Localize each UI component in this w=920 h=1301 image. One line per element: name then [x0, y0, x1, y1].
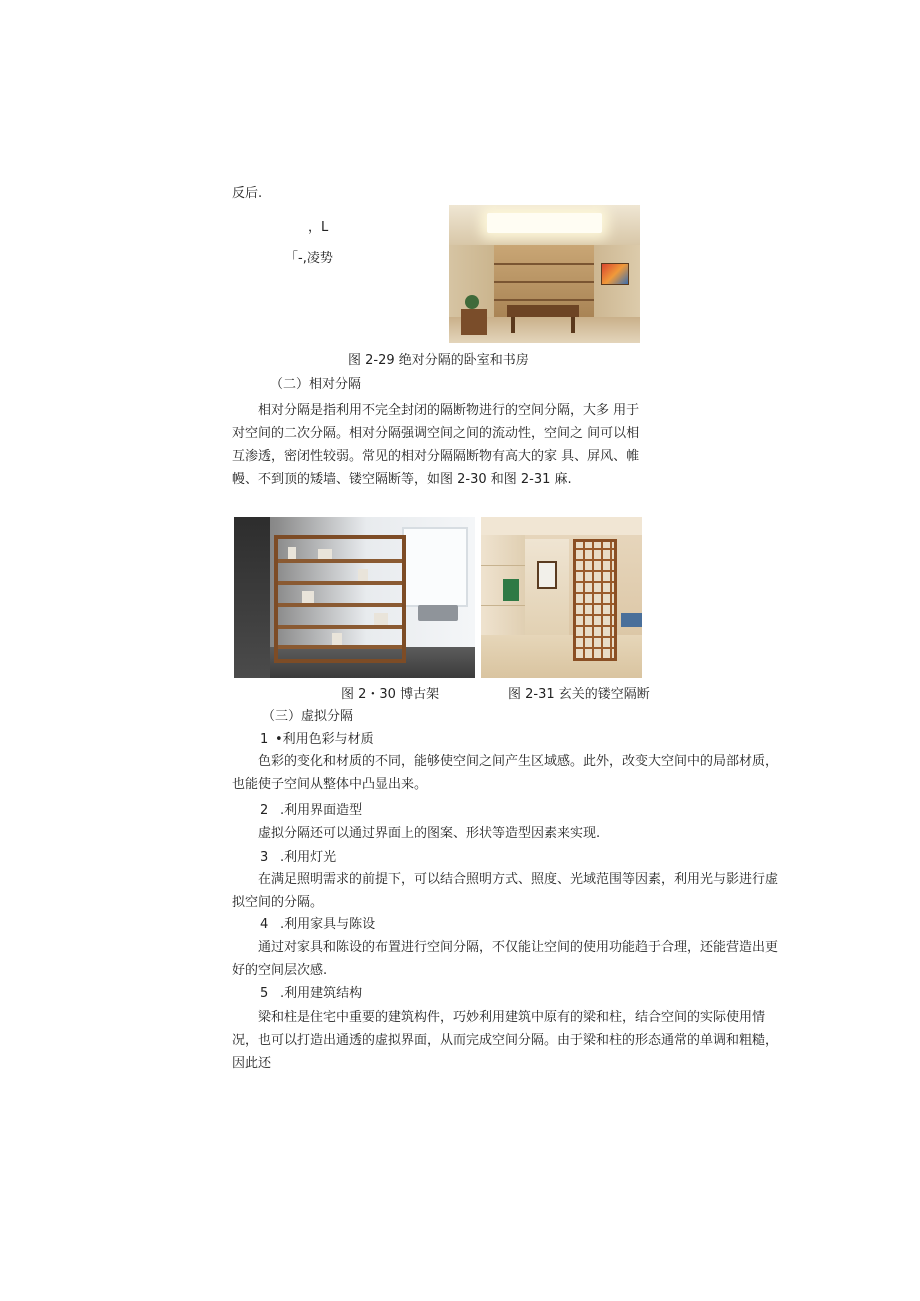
paragraph-line: 相对分隔是指利用不完全封闭的隔断物进行的空间分隔，大多 用于: [258, 403, 640, 418]
item-title: .利用家具与陈设: [280, 917, 376, 932]
figure-caption-2-31: 图 2-31 玄关的镂空隔断: [508, 687, 650, 702]
shelf-ornament: [358, 569, 368, 581]
plant: [465, 295, 479, 309]
item-number: 1: [260, 732, 269, 747]
desk: [507, 305, 579, 317]
paragraph-line: 虚拟分隔还可以通过界面上的图案、形状等造型因素来实现.: [258, 826, 601, 841]
item-title: .利用界面造型: [280, 803, 363, 818]
top-fragment-text: 反后.: [232, 186, 263, 201]
item-title: .利用建筑结构: [280, 986, 363, 1001]
desk-leg: [511, 317, 515, 333]
shelf-board: [278, 603, 402, 607]
shelf-board: [278, 625, 402, 629]
paragraph-line: 幔、不到顶的矮墙、镂空隔断等，如图 2-30 和图 2-31 麻.: [232, 472, 572, 487]
sofa: [418, 605, 458, 621]
shelf-ornament: [374, 613, 388, 625]
item-number: 4: [260, 917, 269, 932]
shelf-ornament: [288, 547, 296, 559]
ceiling: [481, 517, 642, 535]
figure-caption-2-29: 图 2-29 绝对分隔的卧室和书房: [348, 353, 529, 368]
paragraph-line: 对空间的二次分隔。相对分隔强调空间之间的流动性，空间之 间可以相: [232, 426, 640, 441]
wall-art: [537, 561, 557, 589]
paragraph-line: 通过对家具和陈设的布置进行空间分隔，不仅能让空间的使用功能趋于合理，还能营造出更: [258, 940, 779, 955]
floor: [481, 635, 642, 678]
paragraph-line: 色彩的变化和材质的不同，能够使空间之间产生区域感。此外，改变大空间中的局部材质，: [258, 754, 779, 769]
desk-leg: [571, 317, 575, 333]
item-paragraph: [258, 822, 600, 845]
window: [402, 527, 468, 607]
item-paragraph: [232, 1006, 778, 1075]
cabinet-line: [481, 605, 525, 606]
item-number: 2: [260, 803, 269, 818]
item-paragraph: [232, 936, 778, 982]
paragraph-line: 在满足照明需求的前提下，可以结合照明方式、照度、光域范围等因素，利用光与影进行虚: [258, 872, 779, 887]
item-paragraph: [232, 750, 778, 796]
figure-caption-2-30: 图 2・30 博古架: [341, 687, 440, 702]
shelf-ornament: [318, 549, 332, 559]
shelf-board: [494, 263, 594, 265]
shelf-frame: [274, 535, 406, 663]
section-2-paragraph: [232, 399, 639, 491]
item-number: 5: [260, 986, 269, 1001]
paragraph-line: 因此还: [232, 1056, 272, 1071]
green-decor: [503, 579, 519, 601]
shelf-board: [278, 645, 402, 649]
shelf-ornament: [332, 633, 342, 645]
blue-seat: [621, 613, 642, 627]
side-cabinet: [461, 309, 487, 335]
section-heading-relative: （二）相对分隔: [270, 377, 362, 392]
paragraph-line: 好的空间层次感.: [232, 963, 328, 978]
paragraph-line: 况，也可以打造出通透的虚拟界面，从而完成空间分隔。由于梁和柱的形态通常的单调和粗糙，: [232, 1033, 779, 1048]
paragraph-line: 梁和柱是住宅中重要的建筑构件，巧妙利用建筑中原有的梁和柱，结合空间的实际使用情: [258, 1010, 766, 1025]
section-heading-virtual: （三）虚拟分隔: [262, 709, 354, 724]
item-title: •利用色彩与材质: [275, 732, 374, 747]
shelf-board: [494, 299, 594, 301]
item-title: .利用灯光: [280, 850, 337, 865]
bookshelf-image: [234, 517, 475, 678]
lattice-screen: [573, 539, 617, 661]
dark-wall: [234, 517, 270, 678]
study-room-image: [449, 205, 640, 343]
cabinet-line: [481, 565, 525, 566]
ceiling-light: [487, 213, 602, 233]
shelf-board: [494, 281, 594, 283]
entrance-screen-image: [481, 517, 642, 678]
shelf-board: [278, 559, 402, 563]
shelf-board: [278, 581, 402, 585]
fragment-text-2: 「-,凌势: [285, 251, 333, 266]
paragraph-line: 也能使子空间从整体中凸显出来。: [232, 777, 428, 792]
paragraph-line: 互渗透，密闭性较弱。常见的相对分隔隔断物有高大的家 具、屏风、帷: [232, 449, 640, 464]
item-number: 3: [260, 850, 269, 865]
paragraph-line: 拟空间的分隔。: [232, 895, 324, 910]
wall-painting: [601, 263, 629, 285]
item-paragraph: [232, 868, 778, 914]
shelf-ornament: [302, 591, 314, 603]
fragment-text-1: ，L: [308, 220, 329, 235]
